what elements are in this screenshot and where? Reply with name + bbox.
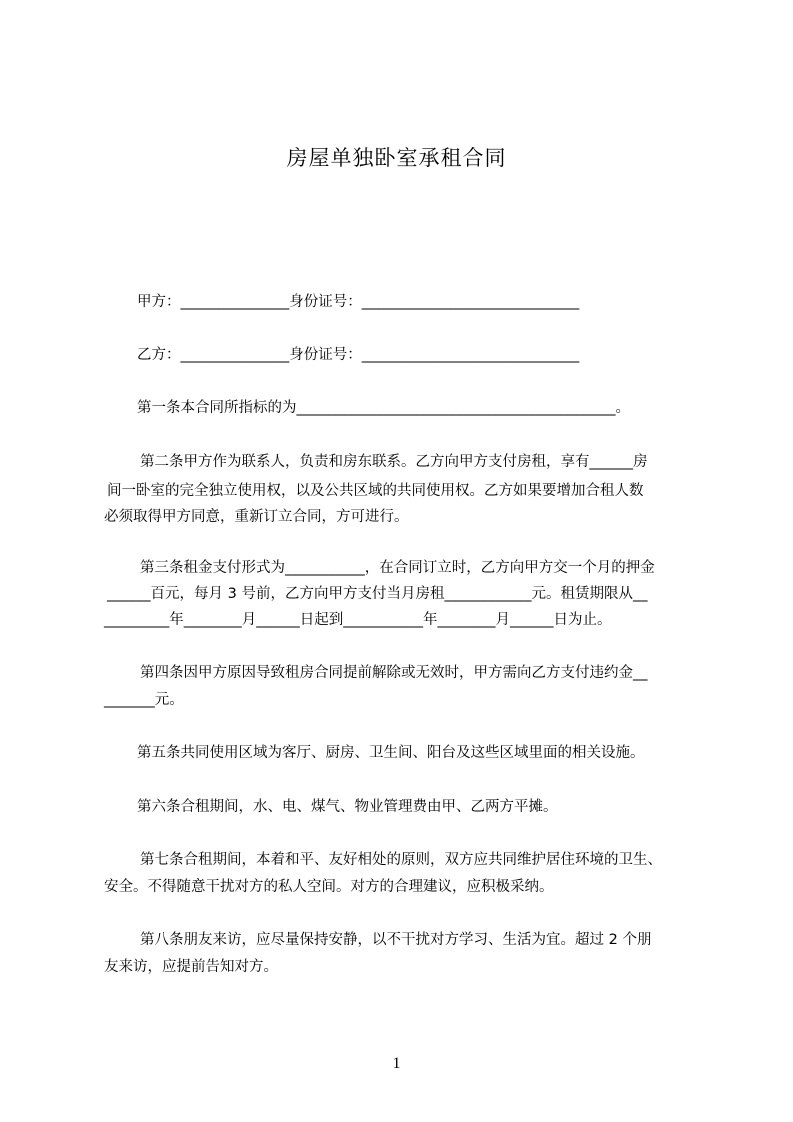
article-8-line-1: 第八条朋友来访，应尽量保持安静，以不干扰对方学习、生活为宜。超过 2 个朋 [140, 932, 652, 948]
article-3-line-1: 第三条租金支付形式为___________，在合同订立时，乙方向甲方交一个月的押金 [140, 560, 655, 576]
party-a-line: 甲方：_______________身份证号：______________________________ [137, 294, 580, 310]
article-7-line-2: 安全。不得随意干扰对方的私人空间。对方的合理建议，应积极采纳。 [104, 879, 554, 895]
article-4-line-1: 第四条因甲方原因导致租房合同提前解除或无效时，甲方需向乙方支付违约金__ [140, 665, 648, 681]
article-6-line: 第六条合租期间，水、电、煤气、物业管理费由甲、乙两方平摊。 [137, 799, 558, 815]
article-5-line: 第五条共同使用区域为客厅、厨房、卫生间、阳台及这些区域里面的相关设施。 [137, 745, 645, 761]
article-3-line-3: _________年________月______日起到___________年________月______日为止。 [104, 612, 612, 628]
article-7-line-1: 第七条合租期间，本着和平、友好相处的原则，双方应共同维护居住环境的卫生、 [140, 852, 662, 868]
article-2-line-3: 必须取得甲方同意，重新订立合同，方可进行。 [104, 509, 409, 525]
article-1-line: 第一条本合同所指标的为____________________________________________。 [137, 400, 630, 416]
article-4-line-2: _______元。 [104, 692, 184, 708]
article-2-line-2: 间一卧室的完全独立使用权，以及公共区域的共同使用权。乙方如果要增加合租人数 [107, 483, 644, 499]
page-number: 1 [392, 1055, 401, 1072]
document-title: 房屋单独卧室承租合同 [286, 146, 507, 170]
article-8-line-2: 友来访，应提前告知对方。 [104, 959, 278, 975]
party-b-line: 乙方：_______________身份证号：______________________________ [137, 347, 580, 363]
article-3-line-2: ______百元，每月 3 号前，乙方向甲方支付当月房租____________元。租赁期限从__ [107, 586, 648, 602]
article-2-line-1: 第二条甲方作为联系人，负责和房东联系。乙方向甲方支付房租，享有______房 [140, 454, 648, 470]
